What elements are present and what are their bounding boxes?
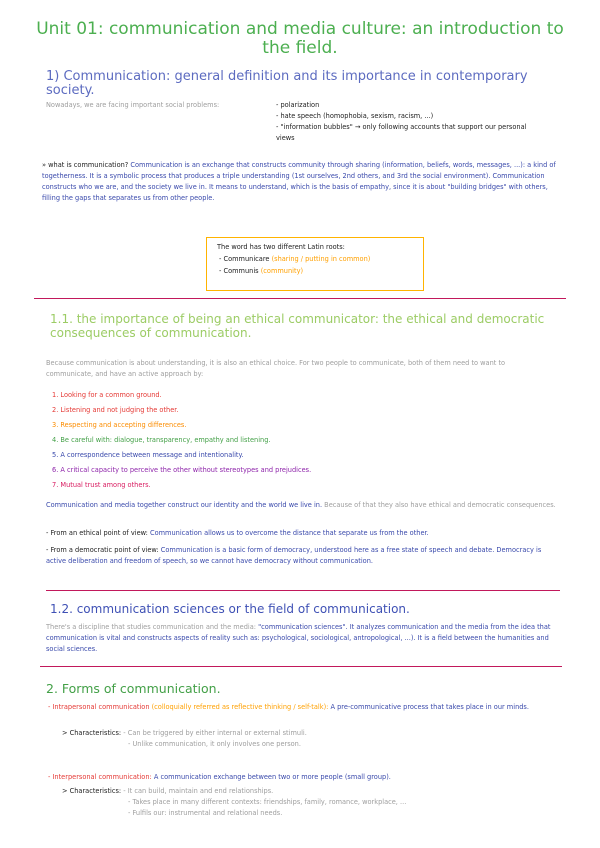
ethical-list-item: 1. Looking for a common ground. bbox=[52, 391, 162, 399]
communication-definition bbox=[42, 160, 562, 204]
problems-list bbox=[276, 100, 536, 144]
page-title: Unit 01: communication and media culture: an introduction to the field. bbox=[36, 19, 564, 58]
definition-text: Communication is an exchange that constructs community through sharing (information, beliefs, words, messages, ...): a kind of togetherness. It is a symbolic process that produces a triple understanding (1st ourselves, 2nd others, and 3rd the social environment). Communication constructs who we are, and the society we live in. It means to understand, which is the basis of empathy, since it is about "building bridges" with others, filling the gaps that separates us from other people. bbox=[42, 161, 556, 202]
intrapersonal: - Intrapersonal communication (colloquially referred as reflective thinking / self-talk): A pre-communicative process that takes place in our minds. bbox=[48, 703, 529, 711]
ethical-list bbox=[52, 388, 552, 493]
ethical-list-item: 3. Respecting and accepting differences. bbox=[52, 421, 187, 429]
comm-sciences-text: There's a discipline that studies communication and the media: "communication sciences". It analyzes communication and the media from the idea that communication is vital and constructs aspects of reality such as: psychological, sociological, antropological, ...). It is a field between the humanities and social sciences. bbox=[46, 623, 551, 653]
ethical-list-item: 7. Mutual trust among others. bbox=[52, 481, 151, 489]
problem-item: - "information bubbles" → only following accounts that support our personal views bbox=[276, 123, 527, 142]
ethical-list-item: 4. Be careful with: dialogue, transparency, empathy and listening. bbox=[52, 436, 271, 444]
divider bbox=[40, 666, 562, 667]
question-lead: » what is communication? bbox=[42, 161, 129, 169]
media-lead: Communication and media together construct our identity and the world we live in. bbox=[46, 501, 323, 509]
problem-item: - polarization bbox=[276, 101, 320, 109]
ethical-list-item: 2. Listening and not judging the other. bbox=[52, 406, 179, 414]
democratic-view: - From a democratic point of view: Communication is a basic form of democracy, understood here as a free state of speech and debate. Democracy is active deliberation and freedom of speech, so we cannot have democracy without communication. bbox=[46, 546, 542, 565]
ethical-list-item: 6. A critical capacity to perceive the other without stereotypes and prejudices. bbox=[52, 466, 312, 474]
interpersonal-characteristics: > Characteristics: - It can build, maintain and end relationships. - Takes place in many different contexts: friendships, family, romance, workplace, ... - Fulfils our: instrumental and relational needs. bbox=[62, 787, 407, 817]
interpersonal: - Interpersonal communication: A communication exchange between two or more people (small group). bbox=[48, 773, 391, 781]
problems-intro: Nowadays, we are facing important social problems: bbox=[46, 101, 220, 109]
problem-item: - hate speech (homophobia, sexism, racism, ...) bbox=[276, 112, 434, 120]
media-paragraph bbox=[46, 500, 556, 511]
section-1-1-heading: 1.1. the importance of being an ethical communicator: the ethical and democratic consequences of communication. bbox=[50, 312, 545, 340]
section-1-2-heading: 1.2. communication sciences or the field of communication. bbox=[50, 602, 410, 616]
media-rest: Because of that they also have ethical and democratic consequences. bbox=[324, 501, 556, 509]
divider bbox=[46, 590, 560, 591]
section-1-heading: 1) Communication: general definition and its importance in contemporary society. bbox=[46, 69, 528, 98]
latin-roots-box bbox=[206, 237, 424, 291]
divider bbox=[34, 298, 566, 299]
root-item: - Communis (community) bbox=[219, 267, 304, 275]
intrapersonal-characteristics: > Characteristics: - Can be triggered by either internal or external stimuli. - Unlike communication, it only involves one person. bbox=[62, 729, 307, 748]
ethical-intro: Because communication is about understanding, it is also an ethical choice. For two people to communicate, both of them need to want to communicate, and have an active approach by: bbox=[46, 359, 506, 378]
ethical-list-item: 5. A correspondence between message and intentionality. bbox=[52, 451, 244, 459]
section-2-heading: 2. Forms of communication. bbox=[46, 681, 221, 696]
ethical-view: - From an ethical point of view: Communication allows us to overcome the distance that separate us from the other. bbox=[46, 529, 429, 537]
box-title: The word has two different Latin roots: bbox=[217, 243, 345, 251]
root-item: - Communicare (sharing / putting in common) bbox=[219, 255, 371, 263]
